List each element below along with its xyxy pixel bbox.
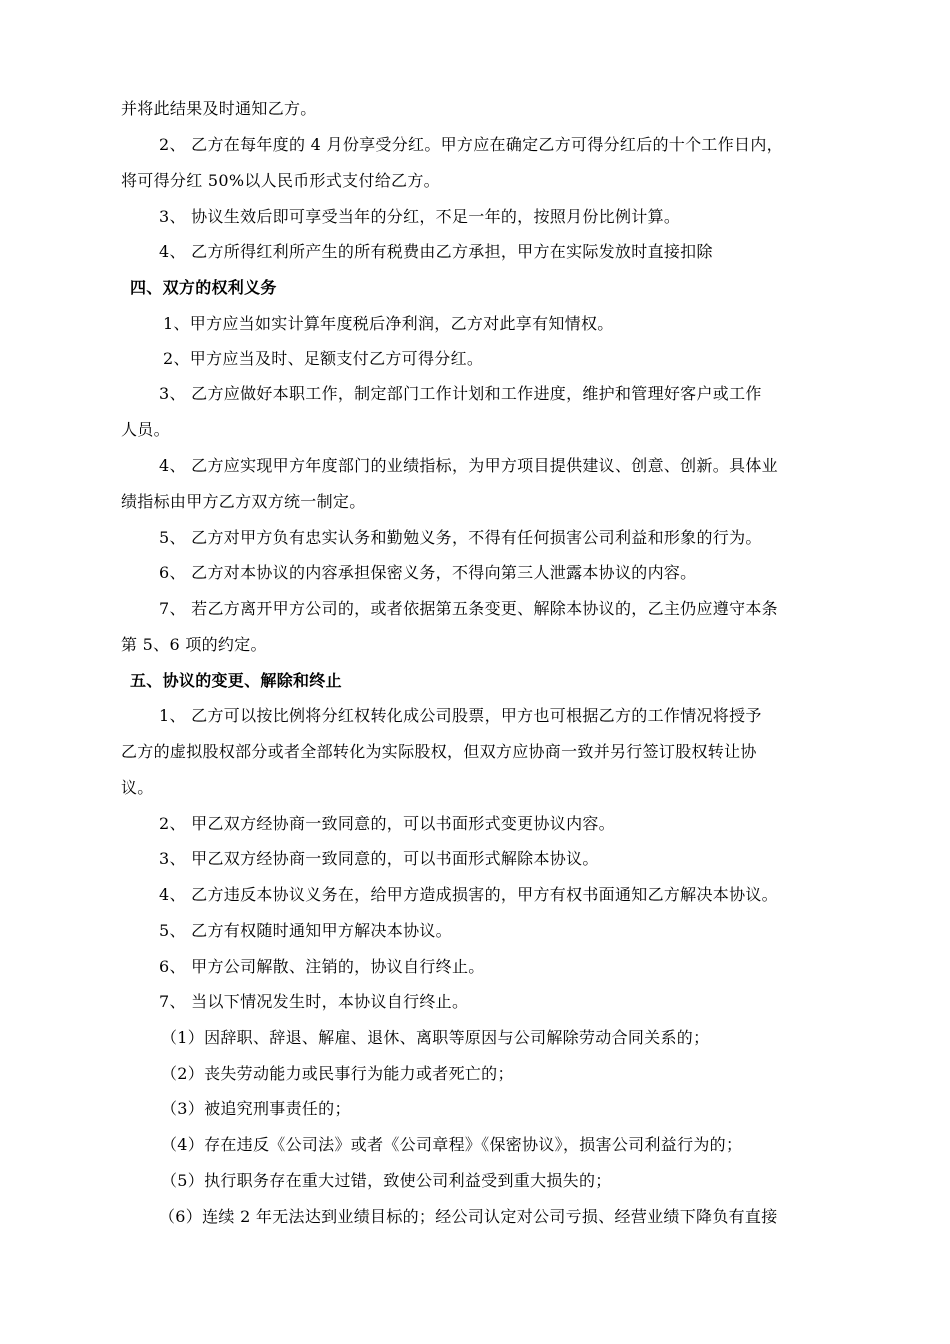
text-line: 议。 bbox=[121, 778, 154, 797]
text-line: 4、 乙方应实现甲方年度部门的业绩指标，为甲方项目提供建议、创意、创新。具体业 bbox=[159, 456, 778, 475]
text-line: （2）丧失劳动能力或民事行为能力或者死亡的； bbox=[161, 1064, 514, 1083]
text-line: （1）因辞职、辞退、解雇、退休、离职等原因与公司解除劳动合同关系的； bbox=[161, 1028, 710, 1047]
text-line: （3）被追究刑事责任的； bbox=[161, 1099, 351, 1118]
text-line: 3、 协议生效后即可享受当年的分红，不足一年的，按照月份比例计算。 bbox=[159, 207, 681, 226]
text-line: 7、 若乙方离开甲方公司的，或者依据第五条变更、解除本协议的，乙主仍应遵守本条 bbox=[159, 599, 778, 618]
section-heading: 四、双方的权利义务 bbox=[130, 278, 277, 297]
text-line: 2、 甲乙双方经协商一致同意的，可以书面形式变更协议内容。 bbox=[159, 814, 615, 833]
text-line: 1、 乙方可以按比例将分红权转化成公司股票，甲方也可根据乙方的工作情况将授予 bbox=[159, 706, 762, 725]
text-line: 5、 乙方对甲方负有忠实认务和勤勉义务，不得有任何损害公司利益和形象的行为。 bbox=[159, 528, 762, 547]
text-line: 1、甲方应当如实计算年度税后净利润，乙方对此享有知情权。 bbox=[163, 314, 614, 333]
text-line: 将可得分红 50%以人民币形式支付给乙方。 bbox=[121, 171, 440, 190]
text-line: 并将此结果及时通知乙方。 bbox=[121, 99, 317, 118]
text-line: 3、 乙方应做好本职工作，制定部门工作计划和工作进度，维护和管理好客户或工作 bbox=[159, 384, 762, 403]
text-line: 绩指标由甲方乙方双方统一制定。 bbox=[121, 492, 366, 511]
text-line: 4、 乙方违反本协议义务在，给甲方造成损害的，甲方有权书面通知乙方解决本协议。 bbox=[159, 885, 778, 904]
text-line: （4）存在违反《公司法》或者《公司章程》《保密协议》，损害公司利益行为的； bbox=[161, 1135, 743, 1154]
text-line: （5）执行职务存在重大过错，致使公司利益受到重大损失的； bbox=[161, 1171, 612, 1190]
text-line: 第 5、6 项的约定。 bbox=[121, 635, 267, 654]
text-line: 6、 乙方对本协议的内容承担保密义务，不得向第三人泄露本协议的内容。 bbox=[159, 563, 697, 582]
section-heading: 五、协议的变更、解除和终止 bbox=[130, 671, 342, 690]
text-line: 6、 甲方公司解散、注销的，协议自行终止。 bbox=[159, 957, 485, 976]
text-line: 乙方的虚拟股权部分或者全部转化为实际股权，但双方应协商一致并另行签订股权转让协 bbox=[121, 742, 757, 761]
text-line: 2、甲方应当及时、足额支付乙方可得分红。 bbox=[163, 349, 484, 368]
text-line: （6）连续 2 年无法达到业绩目标的；经公司认定对公司亏损、经营业绩下降负有直接 bbox=[159, 1207, 778, 1226]
text-line: 人员。 bbox=[121, 420, 170, 439]
text-line: 4、 乙方所得红利所产生的所有税费由乙方承担，甲方在实际发放时直接扣除 bbox=[159, 242, 713, 261]
text-line: 7、 当以下情况发生时，本协议自行终止。 bbox=[159, 992, 469, 1011]
text-line: 5、 乙方有权随时通知甲方解决本协议。 bbox=[159, 921, 452, 940]
text-line: 3、 甲乙双方经协商一致同意的，可以书面形式解除本协议。 bbox=[159, 849, 599, 868]
text-line: 2、 乙方在每年度的 4 月份享受分红。甲方应在确定乙方可得分红后的十个工作日内， bbox=[159, 135, 783, 154]
